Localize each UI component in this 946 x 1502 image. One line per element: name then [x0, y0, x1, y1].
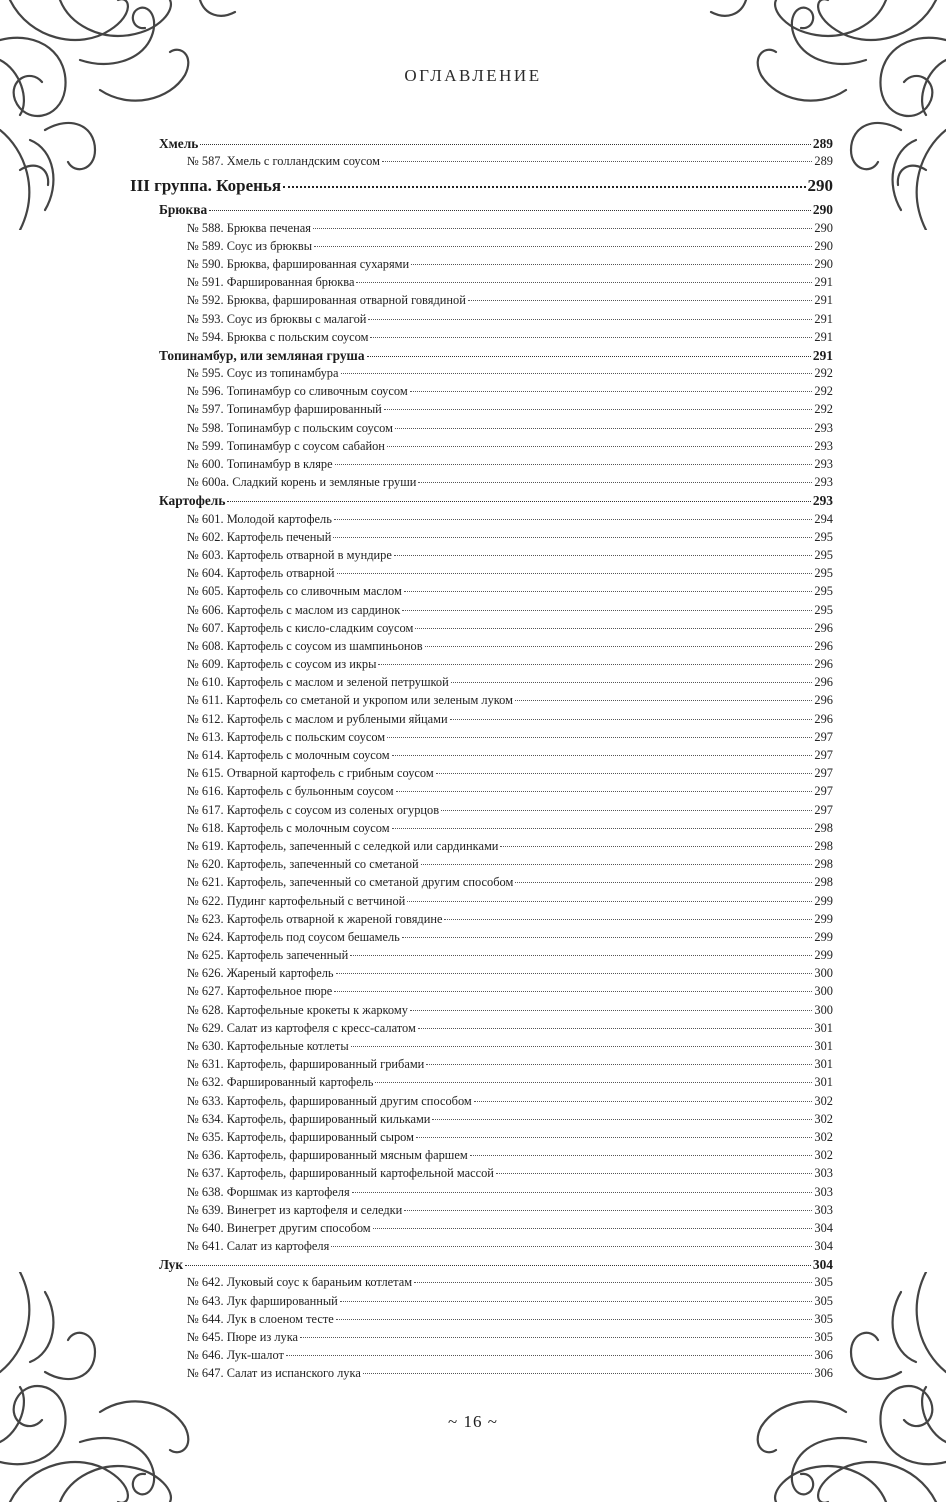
toc-item [130, 402, 833, 420]
toc-item [130, 803, 833, 821]
toc-item [130, 912, 833, 930]
dot-leader [468, 300, 813, 301]
toc-entry-title: Хмель [159, 136, 199, 151]
dot-leader [367, 356, 811, 357]
toc-item [130, 1112, 833, 1130]
toc-entry-title: № 609. Картофель с соусом из икры [187, 657, 377, 672]
toc-item [130, 730, 833, 748]
toc-entry-page: 296 [814, 693, 833, 708]
toc-entry-page: 299 [814, 948, 833, 963]
toc-entry-page: 296 [814, 675, 833, 690]
toc-item [130, 275, 833, 293]
toc-entry-page: 303 [814, 1184, 833, 1199]
toc-entry-page: 291 [814, 275, 833, 290]
dot-leader [384, 409, 813, 410]
toc-entry-title: Брюква [159, 202, 208, 218]
toc-entry-title: № 597. Топинамбур фаршированный [187, 402, 382, 417]
toc-entry-title: Лук [159, 1257, 184, 1273]
toc-item [130, 930, 833, 948]
dot-leader [444, 919, 812, 920]
toc-entry-page: 298 [814, 857, 833, 872]
dot-leader [336, 973, 813, 974]
toc-item [130, 1203, 833, 1221]
dot-leader [363, 1373, 813, 1374]
toc-entry-page: 302 [814, 1093, 833, 1108]
toc-item [130, 1348, 833, 1366]
toc-item [130, 1221, 833, 1239]
toc-entry-page: 298 [814, 875, 833, 890]
toc-item [130, 512, 833, 530]
toc-item [130, 675, 833, 693]
dot-leader [352, 1192, 813, 1193]
toc-entry-page: 290 [814, 238, 833, 253]
toc-entry-title: № 632. Фаршированный картофель [187, 1075, 374, 1090]
toc-entry-page: 304 [814, 1220, 833, 1235]
dot-leader [313, 228, 812, 229]
toc-entry-page: 293 [814, 457, 833, 471]
toc-item [130, 548, 833, 566]
dot-leader [394, 555, 813, 556]
toc-entry-page: 294 [814, 511, 833, 526]
toc-entry-page: 291 [812, 347, 833, 363]
toc-entry-title: № 623. Картофель отварной к жареной говядине [187, 911, 443, 926]
toc-entry-page: 297 [814, 784, 833, 799]
toc-entry-page: 290 [807, 176, 833, 196]
dot-leader [451, 682, 813, 683]
toc-entry-page: 300 [814, 984, 833, 999]
toc-entry-title: № 598. Топинамбур с польским соусом [187, 420, 393, 435]
toc-entry-title: № 599. Топинамбур с соусом сабайон [187, 438, 385, 453]
dot-leader [407, 901, 812, 902]
toc-entry-page: 305 [814, 1275, 833, 1290]
toc-item [130, 1075, 833, 1093]
dot-leader [340, 1301, 813, 1302]
toc-entry-title: № 627. Картофельное пюре [187, 984, 333, 999]
dot-leader [370, 337, 812, 338]
toc-item [130, 330, 833, 348]
toc-entry-title: № 626. Жареный картофель [187, 966, 334, 981]
toc-item [130, 1094, 833, 1112]
toc-entry-title: № 621. Картофель, запеченный со сметаной другим способом [187, 875, 514, 890]
dot-leader [333, 537, 812, 538]
toc-entry-title: № 601. Молодой картофель [187, 511, 332, 526]
toc-item [130, 530, 833, 548]
toc-item [130, 1166, 833, 1184]
toc-entry-page: 299 [814, 911, 833, 926]
toc-entry-title: № 618. Картофель с молочным соусом [187, 820, 390, 835]
toc-item [130, 657, 833, 675]
toc-entry-title: № 647. Салат из испанского лука [187, 1366, 361, 1381]
dot-leader [474, 1101, 813, 1102]
toc-item [130, 239, 833, 257]
toc-entry-title: № 633. Картофель, фаршированный другим способом [187, 1093, 472, 1108]
dot-leader [410, 1010, 812, 1011]
toc-section [130, 202, 833, 220]
dot-leader [382, 161, 812, 162]
page-number: ~ 16 ~ [448, 1412, 498, 1431]
dot-leader [402, 610, 812, 611]
toc-entry-page: 297 [814, 748, 833, 762]
dot-leader [356, 282, 812, 283]
dot-leader [351, 1046, 813, 1047]
toc-item [130, 948, 833, 966]
dot-leader [334, 519, 813, 520]
toc-item [130, 475, 833, 493]
dot-leader [395, 428, 812, 429]
toc-section [130, 348, 833, 366]
dot-leader [331, 1246, 812, 1247]
toc-entry-title: № 631. Картофель, фаршированный грибами [187, 1057, 425, 1072]
toc-entry-page: 297 [814, 729, 833, 744]
toc-section [130, 1257, 833, 1275]
toc-entry-title: № 603. Картофель отварной в мундире [187, 547, 392, 562]
toc-entry-title: Топинамбур, или земляная груша [159, 347, 365, 363]
toc-entry-page: 302 [814, 1111, 833, 1126]
toc-item [130, 603, 833, 621]
toc-entry-title: № 628. Картофельные крокеты к жаркому [187, 1002, 408, 1017]
dot-leader [432, 1119, 812, 1120]
toc-entry-title: № 643. Лук фаршированный [187, 1293, 338, 1308]
toc-item [130, 894, 833, 912]
dot-leader [421, 864, 813, 865]
dot-leader [387, 446, 812, 447]
toc-entry-title: № 619. Картофель, запеченный с селедкой или сардинками [187, 838, 499, 853]
toc-entry-page: 301 [814, 1075, 833, 1090]
toc-entry-page: 305 [814, 1293, 833, 1308]
dot-leader [387, 737, 812, 738]
toc-entry-title: III группа. Коренья [130, 176, 282, 196]
toc-entry-title: № 600а. Сладкий корень и земляные груши [187, 475, 417, 490]
dot-leader [378, 664, 812, 665]
toc-entry-title: № 590. Брюква, фаршированная сухарями [187, 256, 410, 271]
toc-entry-page: 291 [814, 293, 833, 308]
toc-entry-page: 291 [814, 329, 833, 344]
toc-item [130, 1148, 833, 1166]
toc-item [130, 1239, 833, 1257]
toc-entry-page: 306 [814, 1348, 833, 1363]
toc-entry-title: № 630. Картофельные котлеты [187, 1039, 349, 1053]
toc-item [130, 293, 833, 311]
toc-item [130, 1275, 833, 1293]
dot-leader [415, 628, 812, 629]
toc-entry-title: № 615. Отварной картофель с грибным соусом [187, 766, 434, 781]
dot-leader [392, 828, 813, 829]
toc-item [130, 1366, 833, 1384]
dot-leader [404, 591, 813, 592]
toc-item [130, 966, 833, 984]
toc-entry-title: № 589. Соус из брюквы [187, 238, 313, 253]
toc-entry-title: № 592. Брюква, фаршированная отварной говядиной [187, 293, 466, 308]
toc-section [130, 493, 833, 511]
toc-entry-page: 292 [814, 384, 833, 399]
toc-entry-title: № 595. Соус из топинамбура [187, 366, 339, 381]
toc-entry-title: № 616. Картофель с бульонным соусом [187, 784, 394, 799]
dot-leader [470, 1155, 813, 1156]
toc-entry-title: № 622. Пудинг картофельный с ветчиной [187, 893, 406, 908]
toc-entry-page: 295 [814, 566, 833, 581]
dot-leader [200, 144, 811, 145]
toc-entry-title: № 605. Картофель со сливочным маслом [187, 584, 402, 599]
toc-entry-title: № 596. Топинамбур со сливочным соусом [187, 384, 408, 399]
toc-item [130, 784, 833, 802]
toc-entry-page: 299 [814, 893, 833, 908]
dot-leader [426, 1064, 812, 1065]
dot-leader [414, 1282, 812, 1283]
toc-entry-title: № 637. Картофель, фаршированный картофельной массой [187, 1166, 494, 1181]
toc-entry-page: 295 [814, 602, 833, 617]
toc-entry-title: № 644. Лук в слоеном тесте [187, 1311, 334, 1326]
toc-entry-title: № 620. Картофель, запеченный со сметаной [187, 857, 419, 872]
dot-leader [418, 482, 812, 483]
toc-entry-page: 304 [814, 1239, 833, 1254]
dot-leader [436, 773, 813, 774]
toc-entry-title: № 641. Салат из картофеля [187, 1239, 330, 1254]
dot-leader [402, 937, 813, 938]
toc-entry-page: 292 [814, 366, 833, 381]
toc-item [130, 693, 833, 711]
toc-item [130, 439, 833, 457]
toc-entry-page: 304 [812, 1257, 833, 1273]
toc-entry-title: № 594. Брюква с польским соусом [187, 329, 369, 344]
toc-entry-title: № 587. Хмель с голландским соусом [187, 154, 380, 169]
dot-leader [411, 264, 812, 265]
toc-entry-page: 293 [814, 420, 833, 435]
toc-item [130, 1185, 833, 1203]
toc-entry-title: № 614. Картофель с молочным соусом [187, 748, 390, 762]
dot-leader [496, 1173, 812, 1174]
toc-entry-title: № 610. Картофель с маслом и зеленой петрушкой [187, 675, 449, 690]
toc-item [130, 457, 833, 475]
toc-entry-title: № 635. Картофель, фаршированный сыром [187, 1129, 414, 1144]
toc-entry-page: 301 [814, 1020, 833, 1035]
toc-entry-page: 296 [814, 657, 833, 672]
toc-entry-title: № 625. Картофель запеченный [187, 948, 349, 963]
dot-leader [515, 700, 812, 701]
toc-entry-page: 290 [812, 202, 833, 218]
table-of-contents [130, 136, 833, 1385]
toc-entry-title: № 607. Картофель с кисло-сладким соусом [187, 620, 414, 635]
toc-entry-title: № 639. Винегрет из картофеля и селедки [187, 1202, 403, 1217]
dot-leader [300, 1337, 812, 1338]
toc-entry-page: 290 [814, 256, 833, 271]
toc-entry-title: № 591. Фаршированная брюква [187, 275, 355, 290]
toc-entry-page: 305 [814, 1330, 833, 1344]
toc-item [130, 621, 833, 639]
toc-item [130, 384, 833, 402]
dot-leader [314, 246, 812, 247]
toc-group [130, 176, 833, 202]
dot-leader [368, 319, 812, 320]
toc-entry-page: 289 [814, 154, 833, 169]
dot-leader [185, 1265, 811, 1266]
toc-item [130, 584, 833, 602]
toc-item [130, 875, 833, 893]
toc-entry-page: 298 [814, 838, 833, 853]
toc-item [130, 312, 833, 330]
dot-leader [396, 791, 813, 792]
dot-leader [209, 210, 811, 211]
toc-entry-title: № 629. Салат из картофеля с кресс-салатом [187, 1020, 416, 1035]
toc-item [130, 712, 833, 730]
toc-entry-title: № 613. Картофель с польским соусом [187, 729, 386, 744]
toc-entry-title: № 611. Картофель со сметаной и укропом или зеленым луком [187, 693, 513, 708]
toc-entry-page: 301 [814, 1039, 833, 1053]
dot-leader [418, 1028, 813, 1029]
dot-leader [450, 719, 813, 720]
toc-entry-page: 299 [814, 929, 833, 944]
toc-entry-page: 301 [814, 1057, 833, 1072]
toc-item [130, 1130, 833, 1148]
toc-entry-page: 300 [814, 1002, 833, 1017]
toc-item [130, 1312, 833, 1330]
toc-entry-page: 296 [814, 711, 833, 726]
dot-leader [404, 1210, 812, 1211]
toc-entry-page: 295 [814, 547, 833, 562]
toc-entry-page: 295 [814, 529, 833, 544]
toc-item [130, 1039, 833, 1057]
toc-item [130, 421, 833, 439]
dot-leader [425, 646, 813, 647]
toc-item [130, 366, 833, 384]
dot-leader [337, 573, 813, 574]
toc-item [130, 1021, 833, 1039]
toc-entry-page: 293 [814, 475, 833, 490]
toc-entry-page: 297 [814, 802, 833, 817]
toc-entry-page: 295 [814, 584, 833, 599]
toc-item [130, 839, 833, 857]
toc-item [130, 221, 833, 239]
dot-leader [336, 1319, 813, 1320]
toc-entry-title: № 606. Картофель с маслом из сардинок [187, 602, 401, 617]
toc-item [130, 257, 833, 275]
dot-leader [392, 755, 813, 756]
toc-entry-page: 289 [812, 136, 833, 151]
toc-entry-title: № 608. Картофель с соусом из шампиньонов [187, 638, 423, 653]
toc-entry-title: № 646. Лук-шалот [187, 1348, 284, 1363]
toc-entry-page: 303 [814, 1202, 833, 1217]
toc-entry-page: 302 [814, 1148, 833, 1163]
toc-entry-title: № 617. Картофель с соусом из соленых огурцов [187, 802, 440, 817]
toc-item [130, 857, 833, 875]
toc-entry-page: 303 [814, 1166, 833, 1181]
toc-item [130, 154, 833, 172]
toc-entry-title: № 640. Винегрет другим способом [187, 1220, 371, 1235]
toc-entry-title: № 604. Картофель отварной [187, 566, 335, 581]
toc-entry-page: 297 [814, 766, 833, 781]
dot-leader [286, 1355, 812, 1356]
toc-entry-page: 293 [812, 493, 833, 509]
toc-entry-title: № 624. Картофель под соусом бешамель [187, 929, 400, 944]
toc-item [130, 984, 833, 1002]
dot-leader [500, 846, 812, 847]
toc-entry-title: № 642. Луковый соус к бараньим котлетам [187, 1275, 413, 1290]
toc-entry-title: № 602. Картофель печеный [187, 529, 332, 544]
toc-item [130, 821, 833, 839]
toc-item [130, 1057, 833, 1075]
toc-entry-title: № 634. Картофель, фаршированный кильками [187, 1111, 431, 1126]
toc-entry-title: Картофель [159, 493, 226, 509]
dot-leader [283, 186, 805, 188]
toc-item [130, 766, 833, 784]
toc-entry-title: № 645. Пюре из лука [187, 1330, 299, 1344]
toc-item [130, 1294, 833, 1312]
toc-entry-page: 300 [814, 966, 833, 981]
page-header: ОГЛАВЛЕНИЕ [404, 66, 542, 85]
dot-leader [373, 1228, 813, 1229]
dot-leader [441, 810, 812, 811]
toc-item [130, 1330, 833, 1348]
toc-entry-page: 293 [814, 438, 833, 453]
toc-entry-title: № 600. Топинамбур в кляре [187, 457, 333, 471]
dot-leader [515, 882, 812, 883]
dot-leader [350, 955, 812, 956]
toc-section [130, 136, 833, 154]
toc-entry-page: 296 [814, 638, 833, 653]
toc-entry-title: № 588. Брюква печеная [187, 220, 311, 235]
dot-leader [416, 1137, 812, 1138]
toc-item [130, 748, 833, 766]
dot-leader [410, 391, 813, 392]
toc-entry-title: № 593. Соус из брюквы с малагой [187, 311, 367, 326]
toc-entry-page: 298 [814, 820, 833, 835]
toc-entry-page: 292 [814, 402, 833, 417]
dot-leader [375, 1082, 812, 1083]
toc-entry-page: 290 [814, 220, 833, 235]
toc-item [130, 1003, 833, 1021]
dot-leader [341, 373, 813, 374]
toc-item [130, 566, 833, 584]
toc-entry-page: 305 [814, 1311, 833, 1326]
toc-entry-page: 296 [814, 620, 833, 635]
toc-entry-page: 291 [814, 311, 833, 326]
dot-leader [335, 464, 813, 465]
toc-entry-title: № 612. Картофель с маслом и рублеными яйцами [187, 711, 448, 726]
dot-leader [334, 991, 812, 992]
toc-item [130, 639, 833, 657]
toc-entry-title: № 636. Картофель, фаршированный мясным фаршем [187, 1148, 468, 1163]
dot-leader [227, 501, 811, 502]
toc-entry-title: № 638. Форшмак из картофеля [187, 1184, 350, 1199]
toc-entry-page: 302 [814, 1129, 833, 1144]
toc-entry-page: 306 [814, 1366, 833, 1381]
